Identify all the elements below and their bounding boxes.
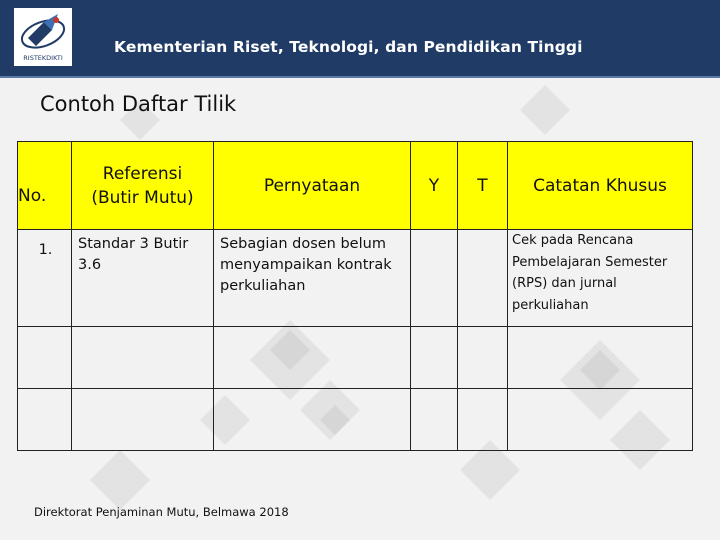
cell-t	[458, 230, 508, 327]
cell-catatan	[508, 389, 693, 451]
cell-no: 1.	[18, 230, 72, 327]
cell-t	[458, 327, 508, 389]
cell-y	[411, 389, 458, 451]
column-header-catatan: Catatan Khusus	[508, 142, 693, 230]
cell-referensi	[72, 327, 214, 389]
table-row	[18, 389, 693, 451]
cell-y	[411, 327, 458, 389]
cell-catatan: Cek pada Rencana Pembelajaran Semester (RPS) dan jurnal perkuliahan	[508, 230, 693, 327]
cell-t	[458, 389, 508, 451]
cell-referensi	[72, 389, 214, 451]
cell-no	[18, 327, 72, 389]
footer-credit: Direktorat Penjaminan Mutu, Belmawa 2018	[34, 505, 289, 519]
table-header-row	[18, 142, 693, 230]
cell-pernyataan	[214, 327, 411, 389]
column-header-referensi: Referensi (Butir Mutu)	[72, 142, 214, 230]
cell-referensi: Standar 3 Butir 3.6	[72, 230, 214, 327]
checklist-table	[17, 141, 693, 451]
ristekdikti-logo-icon	[14, 8, 72, 66]
cell-no	[18, 389, 72, 451]
column-header-no: No.	[18, 142, 72, 230]
column-header-pernyataan: Pernyataan	[214, 142, 411, 230]
cell-y	[411, 230, 458, 327]
ministry-name: Kementerian Riset, Teknologi, dan Pendidikan Tinggi	[114, 38, 583, 56]
column-header-y: Y	[411, 142, 458, 230]
cell-catatan	[508, 327, 693, 389]
table-row	[18, 230, 693, 327]
logo-text: RISTEKDIKTI	[23, 54, 63, 62]
page-title: Contoh Daftar Tilik	[40, 92, 237, 116]
cell-pernyataan: Sebagian dosen belum menyampaikan kontrak perkuliahan	[214, 230, 411, 327]
header-bar	[0, 0, 720, 78]
table-row	[18, 327, 693, 389]
cell-pernyataan	[214, 389, 411, 451]
column-header-t: T	[458, 142, 508, 230]
